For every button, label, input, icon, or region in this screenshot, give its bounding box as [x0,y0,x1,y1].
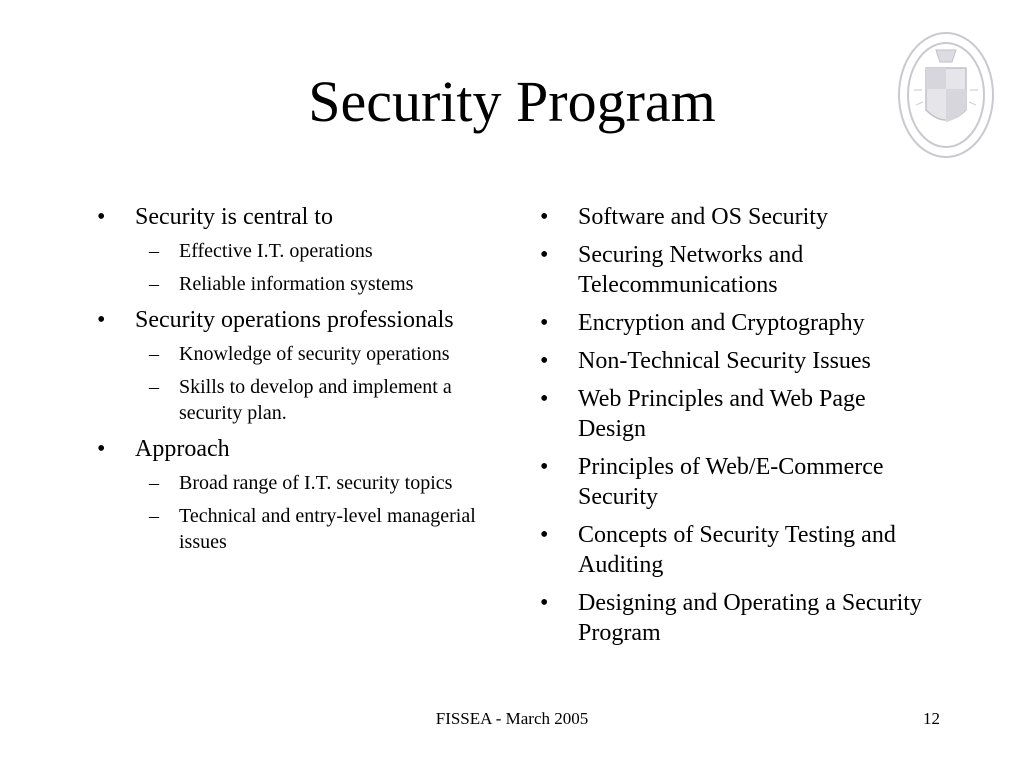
sub-bullet-item: – Technical and entry-level managerial issues [135,503,495,555]
sub-bullet-item: – Reliable information systems [135,271,495,297]
sub-bullet-list [135,470,495,555]
bullet-item: • Principles of Web/E-Commerce Security [538,452,938,512]
bullet-item: • Encryption and Cryptography [538,308,938,338]
bullet-text: Security operations professionals [135,307,454,333]
right-column [538,202,938,656]
footer-text: FISSEA - March 2005 [435,709,589,728]
bullet-item: • Non-Technical Security Issues [538,346,938,376]
bullet-item: • Designing and Operating a Security Program [538,588,938,648]
sub-bullet-item: – Skills to develop and implement a security plan. [135,374,495,426]
bullet-item [95,202,495,297]
bullet-item: • Securing Networks and Telecommunications [538,240,938,300]
bullet-item: • Web Principles and Web Page Design [538,384,938,444]
bullet-item [95,434,495,555]
slide-title: Security Program [308,69,716,134]
bullet-item: • Software and OS Security [538,202,938,232]
bullet-item [95,305,495,426]
sub-bullet-list [135,238,495,297]
bullet-item: • Concepts of Security Testing and Auditing [538,520,938,580]
sub-bullet-item: – Effective I.T. operations [135,238,495,264]
sub-bullet-item: – Broad range of I.T. security topics [135,470,495,496]
left-bullet-list [95,202,495,555]
bullet-text: Security is central to [135,204,333,230]
right-bullet-list [538,202,938,648]
sub-bullet-list [135,341,495,426]
left-column [95,202,495,563]
sub-bullet-item: – Knowledge of security operations [135,341,495,367]
bullet-text: Approach [135,436,230,462]
page-number: 12 [923,709,940,728]
university-seal-icon [896,30,996,160]
